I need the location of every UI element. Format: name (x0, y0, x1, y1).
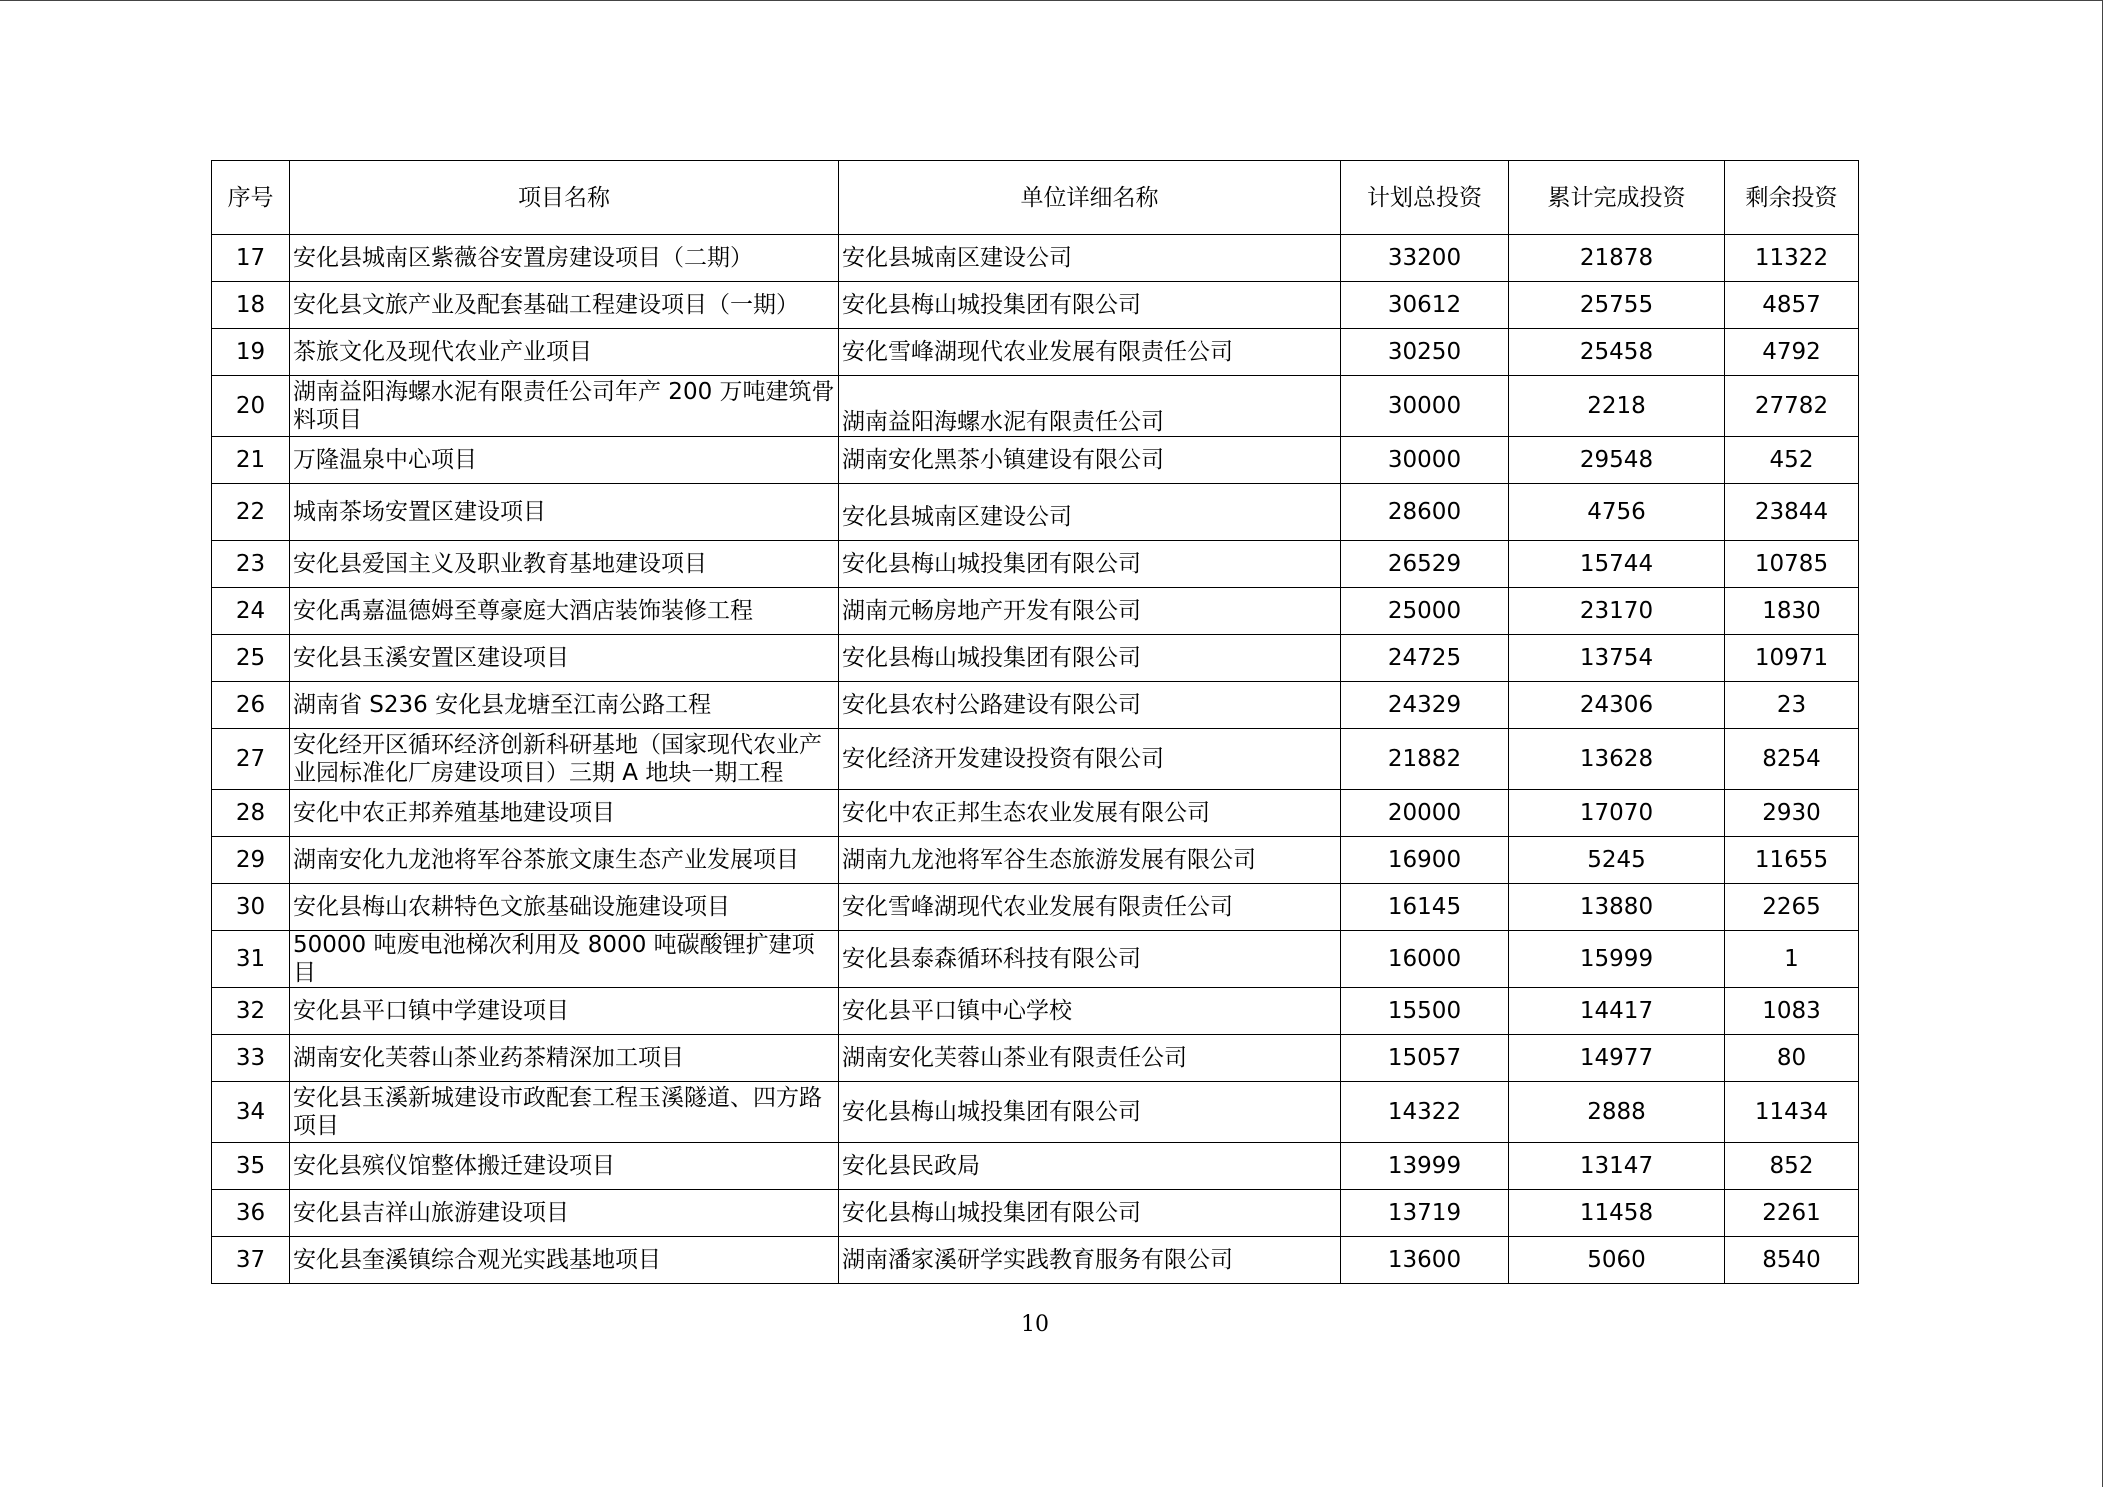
row-planned: 30000 (1341, 376, 1509, 437)
row-unit-name: 安化县梅山城投集团有限公司 (839, 635, 1341, 682)
row-project-name: 安化禹嘉温德姆至尊豪庭大酒店装饰装修工程 (290, 588, 839, 635)
table-row (212, 1035, 1859, 1082)
row-remaining: 2261 (1725, 1190, 1859, 1237)
row-unit-name: 安化县城南区建设公司 (839, 484, 1341, 541)
header-planned-investment: 计划总投资 (1341, 161, 1509, 235)
row-unit-name: 湖南安化芙蓉山茶业有限责任公司 (839, 1035, 1341, 1082)
row-project-name: 安化县殡仪馆整体搬迁建设项目 (290, 1143, 839, 1190)
row-unit-name: 安化县梅山城投集团有限公司 (839, 1082, 1341, 1143)
row-index: 26 (212, 682, 290, 729)
row-completed: 24306 (1509, 682, 1725, 729)
row-project-name: 湖南安化芙蓉山茶业药茶精深加工项目 (290, 1035, 839, 1082)
row-remaining: 23 (1725, 682, 1859, 729)
row-unit-name: 安化县农村公路建设有限公司 (839, 682, 1341, 729)
row-planned: 24329 (1341, 682, 1509, 729)
table-row (212, 635, 1859, 682)
row-project-name: 安化县文旅产业及配套基础工程建设项目（一期） (290, 282, 839, 329)
table-row (212, 1143, 1859, 1190)
table-row (212, 437, 1859, 484)
row-project-name: 安化县平口镇中学建设项目 (290, 988, 839, 1035)
row-completed: 4756 (1509, 484, 1725, 541)
row-completed: 17070 (1509, 790, 1725, 837)
row-planned: 30250 (1341, 329, 1509, 376)
table-row (212, 588, 1859, 635)
row-unit-name: 安化县平口镇中心学校 (839, 988, 1341, 1035)
row-completed: 14417 (1509, 988, 1725, 1035)
row-unit-name: 安化县泰森循环科技有限公司 (839, 931, 1341, 988)
row-index: 21 (212, 437, 290, 484)
row-project-name: 安化县梅山农耕特色文旅基础设施建设项目 (290, 884, 839, 931)
row-index: 20 (212, 376, 290, 437)
row-planned: 25000 (1341, 588, 1509, 635)
table-row (212, 484, 1859, 541)
row-remaining: 1 (1725, 931, 1859, 988)
row-planned: 20000 (1341, 790, 1509, 837)
row-completed: 2218 (1509, 376, 1725, 437)
row-completed: 23170 (1509, 588, 1725, 635)
table-row (212, 884, 1859, 931)
row-remaining: 11322 (1725, 235, 1859, 282)
row-remaining: 1830 (1725, 588, 1859, 635)
row-remaining: 4857 (1725, 282, 1859, 329)
row-planned: 24725 (1341, 635, 1509, 682)
row-remaining: 27782 (1725, 376, 1859, 437)
row-completed: 21878 (1509, 235, 1725, 282)
row-project-name: 湖南安化九龙池将军谷茶旅文康生态产业发展项目 (290, 837, 839, 884)
row-project-name: 湖南省 S236 安化县龙塘至江南公路工程 (290, 682, 839, 729)
row-planned: 15500 (1341, 988, 1509, 1035)
table-row (212, 541, 1859, 588)
row-index: 37 (212, 1237, 290, 1284)
row-project-name: 安化中农正邦养殖基地建设项目 (290, 790, 839, 837)
row-index: 34 (212, 1082, 290, 1143)
table-row (212, 790, 1859, 837)
row-unit-name: 安化中农正邦生态农业发展有限公司 (839, 790, 1341, 837)
row-remaining: 2930 (1725, 790, 1859, 837)
table-row (212, 988, 1859, 1035)
header-index: 序号 (212, 161, 290, 235)
row-completed: 13628 (1509, 729, 1725, 790)
row-completed: 13880 (1509, 884, 1725, 931)
row-remaining: 11434 (1725, 1082, 1859, 1143)
row-completed: 14977 (1509, 1035, 1725, 1082)
row-unit-name: 安化雪峰湖现代农业发展有限责任公司 (839, 884, 1341, 931)
row-project-name: 安化县玉溪新城建设市政配套工程玉溪隧道、四方路项目 (290, 1082, 839, 1143)
row-remaining: 452 (1725, 437, 1859, 484)
table-row (212, 837, 1859, 884)
row-unit-name: 安化经济开发建设投资有限公司 (839, 729, 1341, 790)
table-row (212, 1082, 1859, 1143)
row-unit-name: 湖南潘家溪研学实践教育服务有限公司 (839, 1237, 1341, 1284)
row-index: 24 (212, 588, 290, 635)
row-index: 32 (212, 988, 290, 1035)
row-remaining: 4792 (1725, 329, 1859, 376)
row-project-name: 安化县奎溪镇综合观光实践基地项目 (290, 1237, 839, 1284)
row-completed: 11458 (1509, 1190, 1725, 1237)
row-remaining: 8254 (1725, 729, 1859, 790)
row-index: 30 (212, 884, 290, 931)
table-header-row (212, 161, 1859, 235)
investment-table (211, 160, 1859, 1284)
row-index: 19 (212, 329, 290, 376)
row-project-name: 安化县玉溪安置区建设项目 (290, 635, 839, 682)
row-index: 33 (212, 1035, 290, 1082)
row-unit-name: 安化县梅山城投集团有限公司 (839, 282, 1341, 329)
row-index: 29 (212, 837, 290, 884)
row-remaining: 80 (1725, 1035, 1859, 1082)
row-index: 27 (212, 729, 290, 790)
row-remaining: 23844 (1725, 484, 1859, 541)
row-completed: 5245 (1509, 837, 1725, 884)
row-planned: 21882 (1341, 729, 1509, 790)
table-row (212, 376, 1859, 437)
row-completed: 25755 (1509, 282, 1725, 329)
table-row (212, 329, 1859, 376)
row-planned: 33200 (1341, 235, 1509, 282)
row-completed: 13754 (1509, 635, 1725, 682)
table-row (212, 1237, 1859, 1284)
row-completed: 5060 (1509, 1237, 1725, 1284)
row-index: 18 (212, 282, 290, 329)
row-unit-name: 湖南安化黑茶小镇建设有限公司 (839, 437, 1341, 484)
row-project-name: 万隆温泉中心项目 (290, 437, 839, 484)
row-project-name: 安化县吉祥山旅游建设项目 (290, 1190, 839, 1237)
row-index: 17 (212, 235, 290, 282)
row-planned: 15057 (1341, 1035, 1509, 1082)
row-unit-name: 安化县民政局 (839, 1143, 1341, 1190)
row-index: 22 (212, 484, 290, 541)
row-index: 36 (212, 1190, 290, 1237)
row-index: 31 (212, 931, 290, 988)
header-completed-investment: 累计完成投资 (1509, 161, 1725, 235)
row-project-name: 安化经开区循环经济创新科研基地（国家现代农业产业园标准化厂房建设项目）三期 A 地块一期工程 (290, 729, 839, 790)
header-remaining-investment: 剩余投资 (1725, 161, 1859, 235)
row-project-name: 湖南益阳海螺水泥有限责任公司年产 200 万吨建筑骨料项目 (290, 376, 839, 437)
row-project-name: 安化县爱国主义及职业教育基地建设项目 (290, 541, 839, 588)
row-remaining: 10971 (1725, 635, 1859, 682)
row-planned: 30000 (1341, 437, 1509, 484)
row-project-name: 50000 吨废电池梯次利用及 8000 吨碳酸锂扩建项目 (290, 931, 839, 988)
row-index: 35 (212, 1143, 290, 1190)
table-row (212, 235, 1859, 282)
row-completed: 29548 (1509, 437, 1725, 484)
row-completed: 2888 (1509, 1082, 1725, 1143)
row-remaining: 852 (1725, 1143, 1859, 1190)
row-project-name: 安化县城南区紫薇谷安置房建设项目（二期） (290, 235, 839, 282)
row-planned: 16145 (1341, 884, 1509, 931)
row-planned: 14322 (1341, 1082, 1509, 1143)
row-completed: 15744 (1509, 541, 1725, 588)
row-completed: 15999 (1509, 931, 1725, 988)
row-remaining: 8540 (1725, 1237, 1859, 1284)
row-planned: 13999 (1341, 1143, 1509, 1190)
row-unit-name: 安化县梅山城投集团有限公司 (839, 1190, 1341, 1237)
row-unit-name: 湖南益阳海螺水泥有限责任公司 (839, 376, 1341, 437)
row-unit-name: 湖南元畅房地产开发有限公司 (839, 588, 1341, 635)
row-unit-name: 安化县城南区建设公司 (839, 235, 1341, 282)
row-planned: 13600 (1341, 1237, 1509, 1284)
row-remaining: 10785 (1725, 541, 1859, 588)
table-row (212, 1190, 1859, 1237)
row-index: 28 (212, 790, 290, 837)
page-number: 10 (1021, 1312, 1049, 1337)
row-unit-name: 安化县梅山城投集团有限公司 (839, 541, 1341, 588)
header-project-name: 项目名称 (290, 161, 839, 235)
row-planned: 30612 (1341, 282, 1509, 329)
table-row (212, 682, 1859, 729)
table-row (212, 282, 1859, 329)
row-planned: 16900 (1341, 837, 1509, 884)
table-row (212, 931, 1859, 988)
row-completed: 13147 (1509, 1143, 1725, 1190)
row-planned: 28600 (1341, 484, 1509, 541)
row-unit-name: 安化雪峰湖现代农业发展有限责任公司 (839, 329, 1341, 376)
row-remaining: 2265 (1725, 884, 1859, 931)
header-unit-name: 单位详细名称 (839, 161, 1341, 235)
row-index: 25 (212, 635, 290, 682)
row-unit-name: 湖南九龙池将军谷生态旅游发展有限公司 (839, 837, 1341, 884)
row-planned: 26529 (1341, 541, 1509, 588)
row-planned: 16000 (1341, 931, 1509, 988)
row-remaining: 11655 (1725, 837, 1859, 884)
row-remaining: 1083 (1725, 988, 1859, 1035)
row-project-name: 城南茶场安置区建设项目 (290, 484, 839, 541)
row-planned: 13719 (1341, 1190, 1509, 1237)
row-index: 23 (212, 541, 290, 588)
table-row (212, 729, 1859, 790)
row-completed: 25458 (1509, 329, 1725, 376)
row-project-name: 茶旅文化及现代农业产业项目 (290, 329, 839, 376)
